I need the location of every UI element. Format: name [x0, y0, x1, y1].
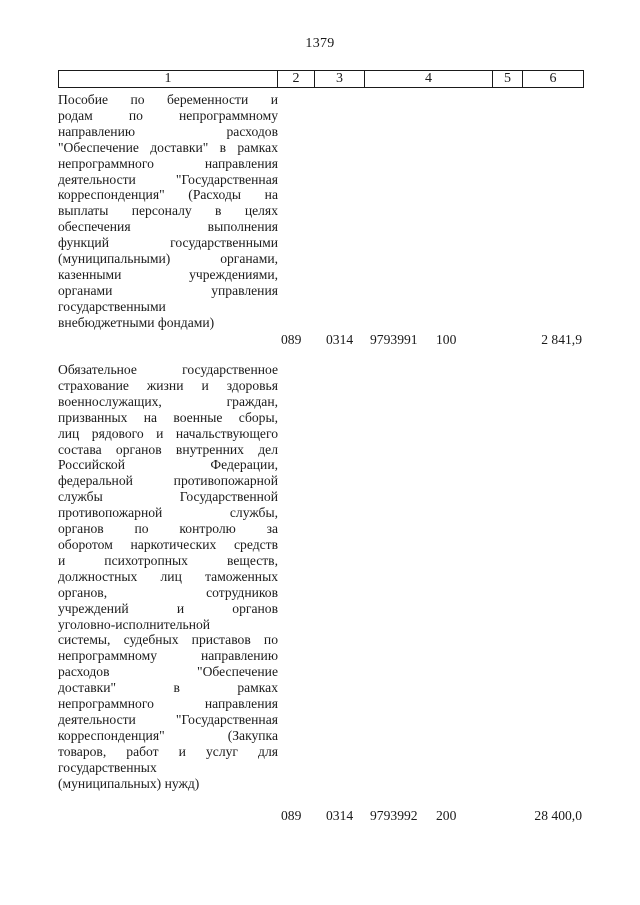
- description-line: выплаты персоналу в целях: [58, 203, 278, 219]
- description-line: должностных лиц таможенных: [58, 568, 278, 584]
- header-col-4: 4: [365, 71, 493, 87]
- description-line: внебюджетными фондами): [58, 314, 215, 330]
- description-line: функций государственными: [58, 235, 278, 251]
- description-line: и психотропных веществ,: [58, 552, 278, 568]
- row-description: [58, 362, 278, 791]
- description-line: органами управления: [58, 282, 278, 298]
- description-line: корреспонденция" (Расходы на: [58, 187, 278, 203]
- description-line: деятельности "Государственная: [58, 171, 278, 187]
- description-line: состава органов внутренних дел: [58, 441, 278, 457]
- table-row: [58, 362, 584, 832]
- expense-type-code: 100: [436, 332, 457, 347]
- description-line: родам по непрограммному: [58, 107, 278, 123]
- description-line: непрограммного направления: [58, 696, 278, 712]
- header-col-2: 2: [278, 71, 315, 87]
- amount: 2 841,9: [541, 332, 582, 347]
- header-col-5: 5: [493, 71, 523, 87]
- article-code: 9793991: [370, 332, 418, 347]
- description-line: казенными учреждениями,: [58, 266, 278, 282]
- section-code: 0314: [326, 332, 354, 347]
- description-line: обеспечения выполнения: [58, 219, 278, 235]
- description-line: страхование жизни и здоровья: [58, 377, 278, 393]
- description-line: службы Государственной: [58, 489, 278, 505]
- description-line: органов по контролю за: [58, 521, 278, 537]
- description-line: Российской Федерации,: [58, 457, 278, 473]
- description-line: противопожарной службы,: [58, 505, 278, 521]
- description-line: уголовно-исполнительной: [58, 616, 211, 632]
- description-line: доставки" в рамках: [58, 680, 278, 696]
- table-row: [58, 92, 584, 352]
- amount: 28 400,0: [534, 808, 582, 823]
- description-line: деятельности "Государственная: [58, 711, 278, 727]
- page-number: 1379: [305, 36, 335, 51]
- description-line: расходов "Обеспечение: [58, 664, 278, 680]
- description-line: (муниципальных) нужд): [58, 775, 200, 791]
- ministry-code: 089: [281, 808, 302, 823]
- description-line: государственными: [58, 298, 166, 314]
- ministry-code: 089: [281, 332, 302, 347]
- description-line: лиц рядового и начальствующего: [58, 425, 278, 441]
- description-line: "Обеспечение доставки" в рамках: [58, 139, 278, 155]
- article-code: 9793992: [370, 808, 418, 823]
- description-line: военнослужащих, граждан,: [58, 393, 278, 409]
- description-line: оборотом наркотических средств: [58, 536, 278, 552]
- description-line: корреспонденция" (Закупка: [58, 727, 278, 743]
- description-line: непрограммному направлению: [58, 648, 278, 664]
- description-line: товаров, работ и услуг для: [58, 743, 278, 759]
- description-line: Обязательное государственное: [58, 362, 278, 377]
- description-line: направлению расходов: [58, 123, 278, 139]
- header-col-1: 1: [59, 71, 278, 87]
- description-line: призванных на военные сборы,: [58, 409, 278, 425]
- row-description: [58, 92, 278, 331]
- description-line: государственных: [58, 759, 157, 775]
- table-header-row: [58, 70, 584, 88]
- description-line: (муниципальными) органами,: [58, 251, 278, 267]
- description-line: учреждений и органов: [58, 600, 278, 616]
- description-line: органов, сотрудников: [58, 584, 278, 600]
- section-code: 0314: [326, 808, 354, 823]
- description-line: системы, судебных приставов по: [58, 632, 278, 648]
- description-line: федеральной противопожарной: [58, 473, 278, 489]
- header-col-6: 6: [549, 71, 557, 86]
- description-line: Пособие по беременности и: [58, 92, 278, 107]
- expense-type-code: 200: [436, 808, 457, 823]
- description-line: непрограммного направления: [58, 155, 278, 171]
- header-col-3: 3: [315, 71, 365, 87]
